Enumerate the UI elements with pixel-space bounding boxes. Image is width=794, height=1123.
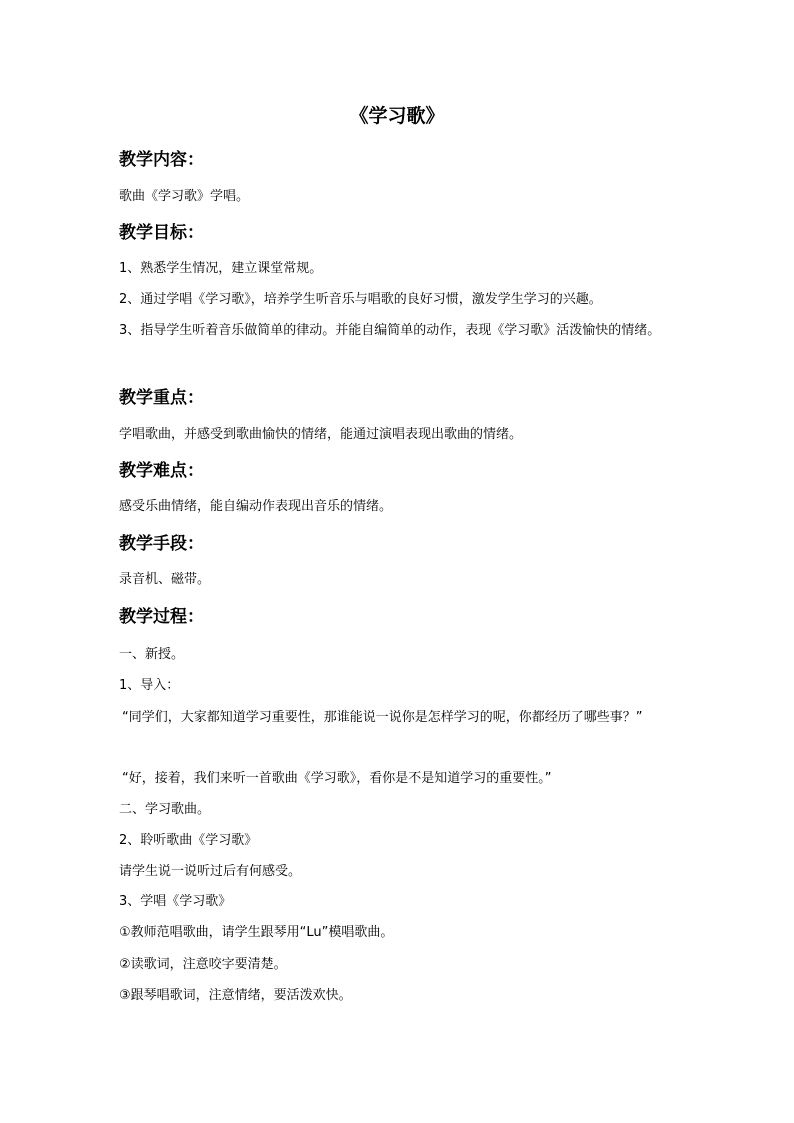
heading-teaching-process: 教学过程： bbox=[119, 607, 204, 627]
paragraph-process-11: ③跟琴唱歌词，注意情绪，要活泼欢快。 bbox=[119, 988, 352, 1003]
paragraph-process-1: 一、新授。 bbox=[119, 647, 185, 662]
paragraph-process-4: “好，接着，我们来听一首歌曲《学习歌》，看你是不是知道学习的重要性。” bbox=[122, 771, 552, 786]
paragraph-process-5: 二、学习歌曲。 bbox=[119, 802, 211, 817]
heading-teaching-means: 教学手段： bbox=[119, 534, 204, 554]
paragraph-goal-2: 2、通过学唱《学习歌》，培养学生听音乐与唱歌的良好习惯，激发学生学习的兴趣。 bbox=[119, 292, 602, 307]
paragraph-process-10: ②读歌词，注意咬字要清楚。 bbox=[119, 957, 287, 972]
paragraph-process-6: 2、聆听歌曲《学习歌》 bbox=[119, 833, 258, 848]
paragraph-means-1: 录音机、磁带。 bbox=[119, 572, 211, 587]
paragraph-content-1: 歌曲《学习歌》学唱。 bbox=[119, 189, 250, 204]
document-title: 《学习歌》 bbox=[349, 105, 445, 127]
paragraph-process-2: 1、导入： bbox=[119, 678, 180, 693]
paragraph-goal-3: 3、指导学生听着音乐做简单的律动。并能自编简单的动作，表现《学习歌》活泼愉快的情绪。 bbox=[119, 323, 661, 338]
paragraph-process-9: ①教师范唱歌曲，请学生跟琴用“Lu”模唱歌曲。 bbox=[119, 925, 394, 940]
heading-teaching-goals: 教学目标： bbox=[119, 223, 204, 243]
paragraph-goal-1: 1、熟悉学生情况，建立课堂常规。 bbox=[119, 261, 323, 276]
paragraph-process-7: 请学生说一说听过后有何感受。 bbox=[119, 864, 302, 879]
heading-teaching-content: 教学内容： bbox=[119, 150, 204, 170]
paragraph-difficulties-1: 感受乐曲情绪，能自编动作表现出音乐的情绪。 bbox=[119, 499, 393, 514]
paragraph-process-8: 3、学唱《学习歌》 bbox=[119, 894, 232, 909]
paragraph-process-3: “同学们，大家都知道学习重要性，那谁能说一说你是怎样学习的呢，你都经历了哪些事？” bbox=[122, 710, 643, 725]
heading-difficulties: 教学难点： bbox=[119, 461, 204, 481]
heading-key-points: 教学重点： bbox=[119, 388, 204, 408]
paragraph-key-points-1: 学唱歌曲，并感受到歌曲愉快的情绪，能通过演唱表现出歌曲的情绪。 bbox=[119, 427, 523, 442]
